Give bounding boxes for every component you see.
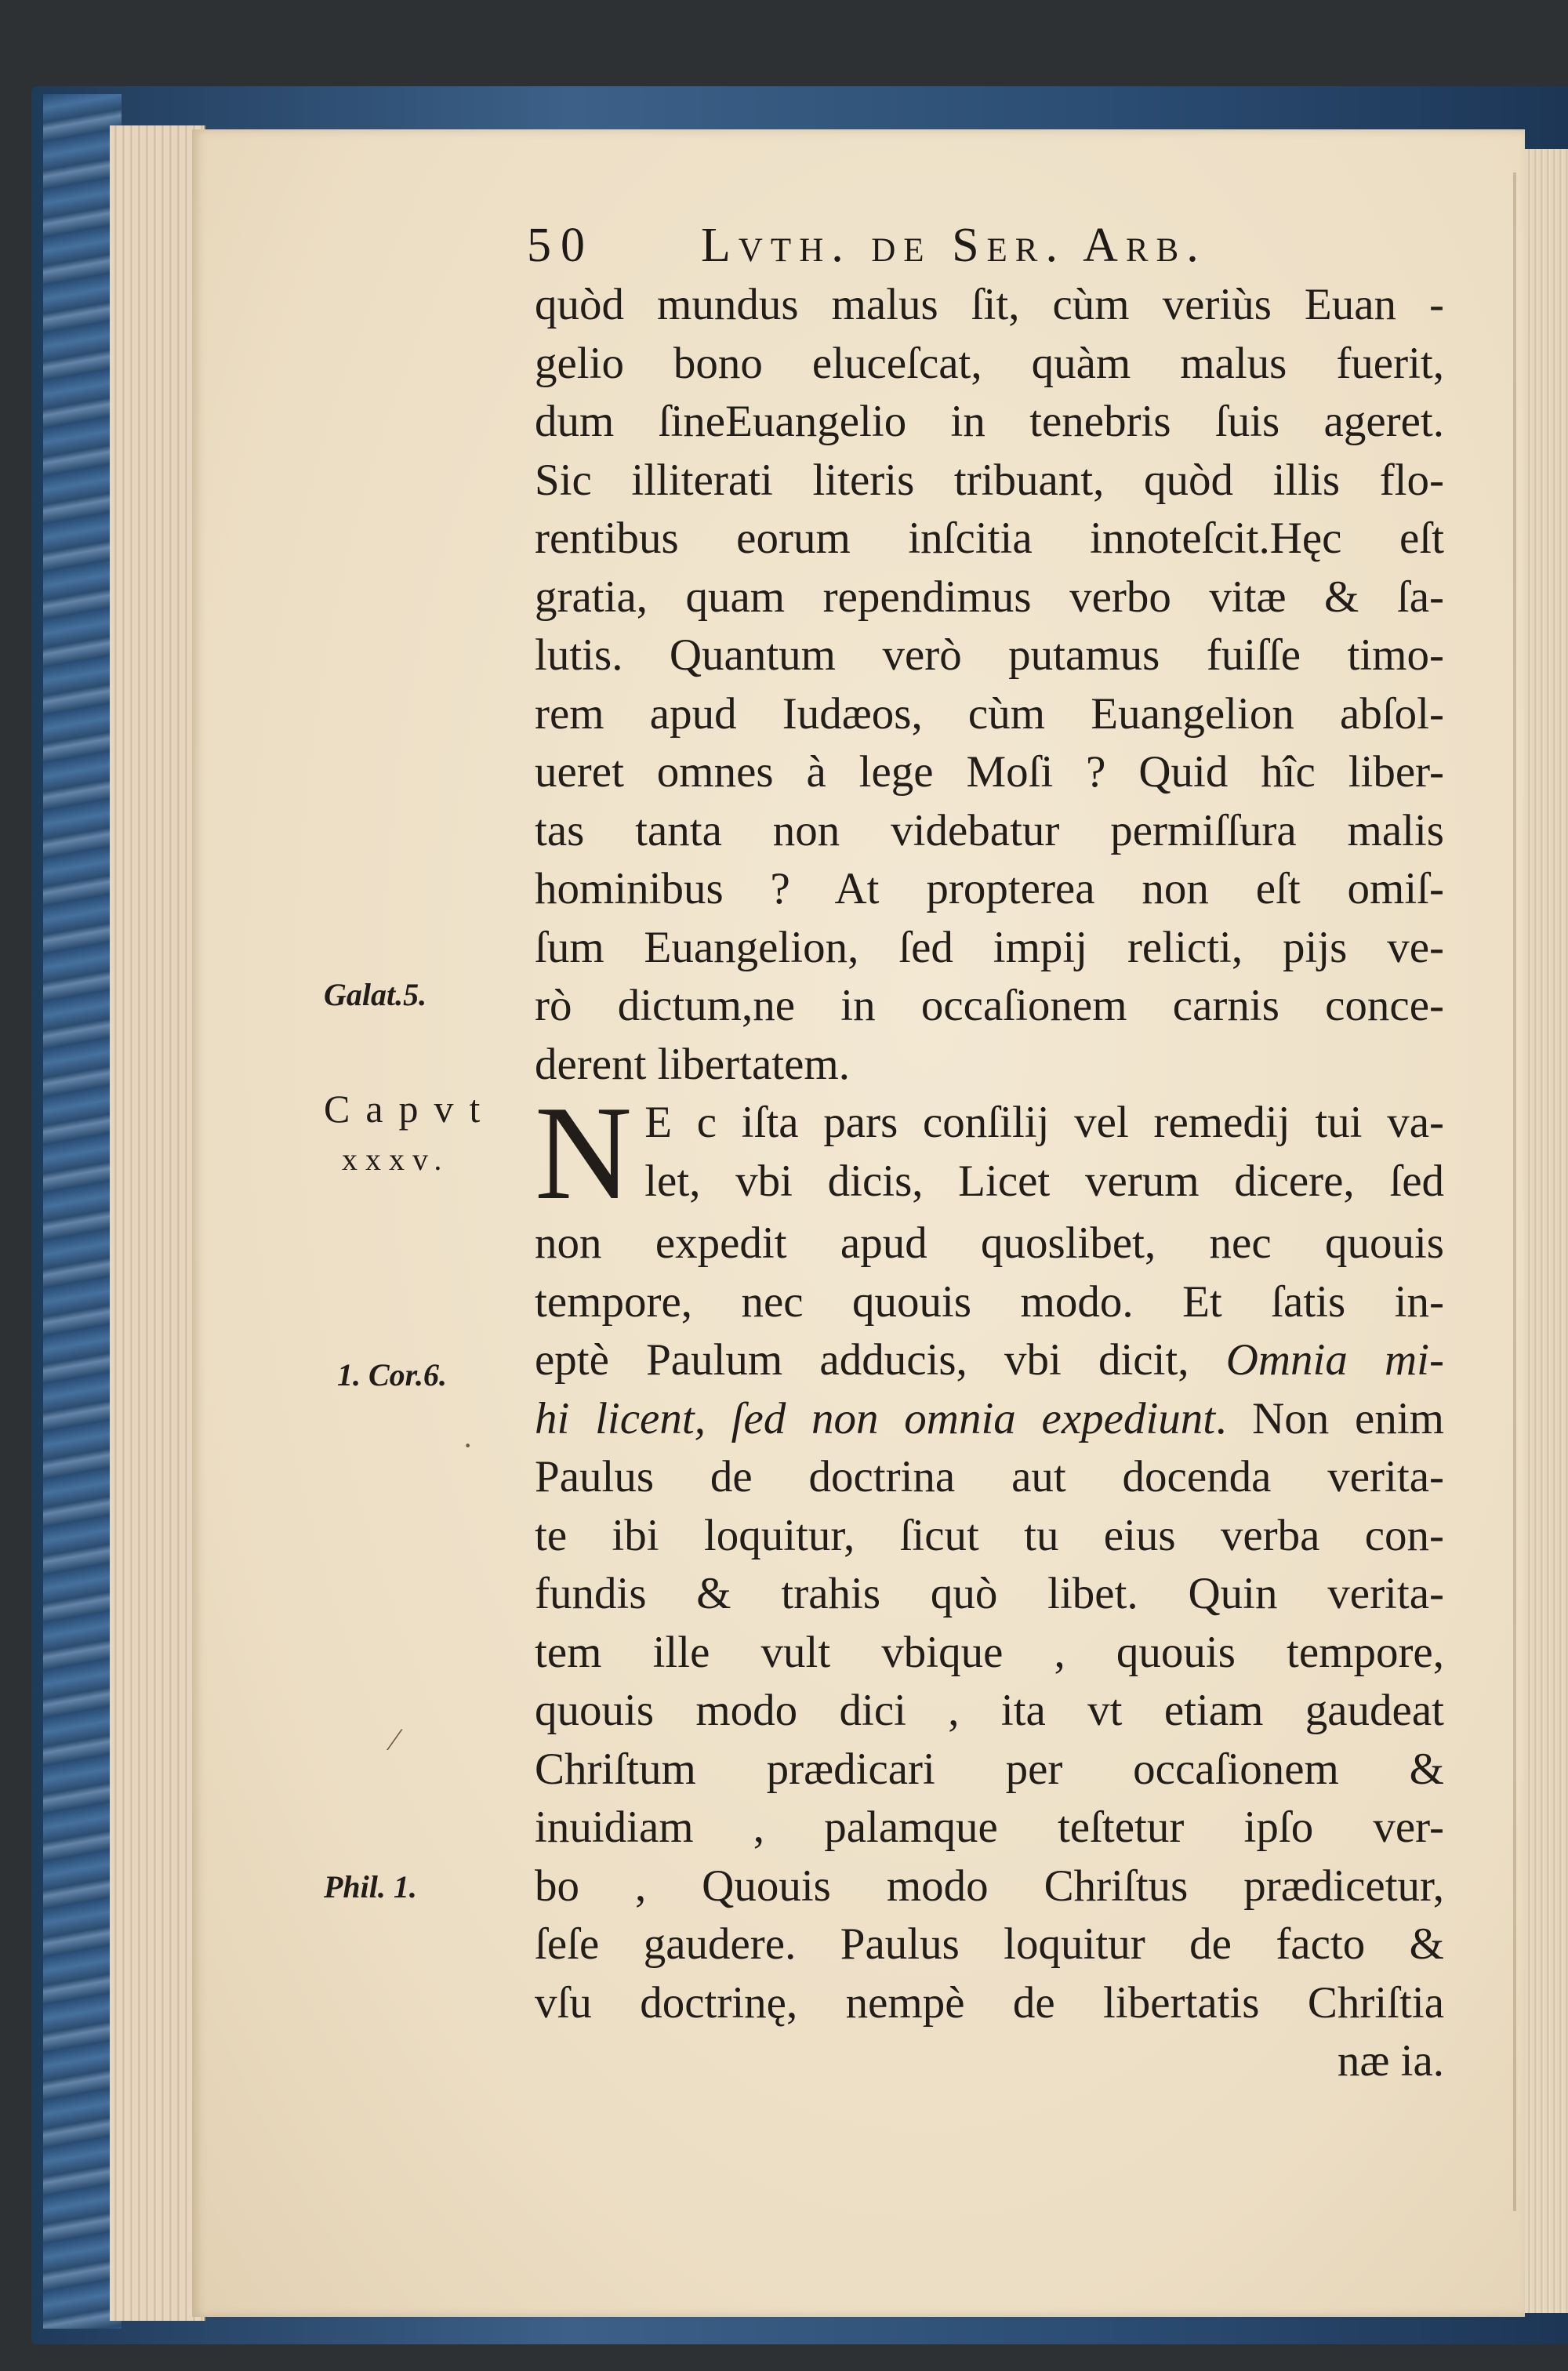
text-line: vſu doctrinę, nempè de libertatis Chriſtia xyxy=(535,1977,1444,2028)
text-line: tempore, nec quouis modo. Et ſatis in- xyxy=(535,1276,1444,1327)
text-line: ſeſe gaudere. Paulus loquitur de facto & xyxy=(535,1919,1444,1969)
text-line: Sic illiterati literis tribuant, quòd illis flo- xyxy=(535,455,1444,505)
drop-capital: N xyxy=(535,1079,633,1228)
text-line: rem apud Iudæos, cùm Euangelion abſol- xyxy=(535,688,1444,739)
text-segment: eptè Paulum adducis, vbi dicit, xyxy=(535,1335,1226,1385)
text-line: Paulus de doctrina aut docenda verita- xyxy=(535,1452,1444,1501)
text-line: te ibi loquitur, ſicut tu eius verba con- xyxy=(535,1510,1444,1560)
text-line: E c iſta pars conſilij vel remedij tui va- xyxy=(644,1098,1444,1147)
running-header xyxy=(527,218,1311,281)
margin-stroke-mark: ⁄ xyxy=(392,1722,397,1757)
text-line: bo , Quouis modo Chriſtus prædicetur, xyxy=(535,1861,1444,1911)
text-line: inuidiam , palamque teſtetur ipſo ver- xyxy=(535,1803,1444,1852)
quote-italic: Omnia mi- xyxy=(1225,1335,1444,1385)
catchword: næ ia. xyxy=(1337,2036,1444,2086)
chapter-opening xyxy=(535,1079,1444,1228)
margin-note-galat: Galat.5. xyxy=(324,977,427,1012)
text-line-with-quote xyxy=(535,1331,1444,1390)
text-line: quòd mundus malus ſit, cùm veriùs Euan - xyxy=(535,280,1444,329)
text-line: derent libertatem. xyxy=(535,1039,850,1089)
text-line: lutis. Quantum verò putamus fuiſſe timo- xyxy=(535,630,1444,680)
text-line: fundis & trahis quò libet. Quin verita- xyxy=(535,1569,1444,1618)
text-line: tas tanta non videbatur permiſſura malis xyxy=(535,805,1444,855)
quote-italic: hi licent, ſed non omnia expediunt xyxy=(535,1393,1216,1443)
text-line: ueret omnes à lege Moſi ? Quid hîc liber- xyxy=(535,747,1444,797)
running-title: Lvth. de Ser. Arb. xyxy=(701,219,1207,272)
gutter-shadow xyxy=(1513,172,1516,2211)
text-line: hominibus ? At propterea non eſt omiſ- xyxy=(535,864,1444,913)
text-line: dum ſineEuangelio in tenebris ſuis ageret. xyxy=(535,397,1444,446)
text-line: rò dictum,ne in occaſionem carnis conce- xyxy=(535,981,1444,1030)
text-line: rentibus eorum inſcitia innoteſcit.Hęc eſt xyxy=(535,514,1444,563)
text-line: ſum Euangelion, ſed impij relicti, pijs ve- xyxy=(535,922,1444,972)
page-edges-left xyxy=(110,125,205,2321)
text-line: gratia, quam rependimus verbo vitæ & ſa- xyxy=(535,572,1444,622)
text-line: quouis modo dici , ita vt etiam gaudeat xyxy=(535,1686,1444,1735)
body-text xyxy=(535,276,1444,2091)
text-line-with-quote xyxy=(535,1390,1444,1449)
text-line: Chriſtum prædicari per occaſionem & xyxy=(535,1744,1444,1794)
text-line: gelio bono eluceſcat, quàm malus fuerit, xyxy=(535,338,1444,388)
page-number: 50 xyxy=(527,219,594,272)
text-line: let, vbi dicis, Licet verum dicere, ſed xyxy=(644,1156,1444,1206)
margin-note-phil: Phil. 1. xyxy=(324,1869,417,1904)
text-line: tem ille vult vbique , quouis tempore, xyxy=(535,1627,1444,1677)
margin-caput-label: Capvt xyxy=(324,1087,496,1131)
margin-dot-mark: · xyxy=(463,1428,474,1463)
page-edges-right xyxy=(1525,149,1568,2313)
margin-caput-number: xxxv. xyxy=(342,1142,450,1177)
margin-note-cor: 1. Cor.6. xyxy=(337,1357,448,1392)
text-line: non expedit apud quoslibet, nec quouis xyxy=(535,1218,1444,1268)
text-segment: . Non enim xyxy=(1215,1393,1444,1443)
